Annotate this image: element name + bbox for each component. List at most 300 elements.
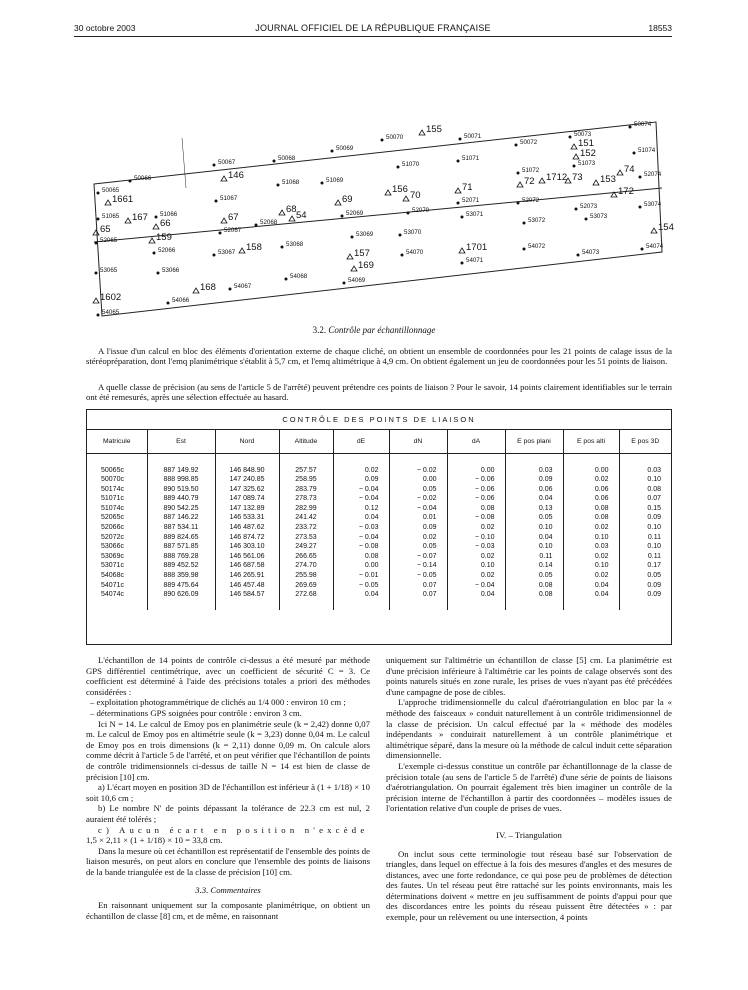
table-cell: 53066c (87, 542, 147, 552)
tie-point-dot-icon (351, 236, 354, 239)
table-row (87, 542, 671, 552)
table-cell: 273.53 (279, 533, 333, 543)
point-label: 52071 (462, 197, 480, 204)
right-paragraph-3: L'exemple ci-dessus constitue un contrôle par échantillonnage de la classe de précision totale (au sens de l'article 5 de l'arrêté) d'une série de points de liaisons d'aérotriangulation. On pourrait également très bien imaginer un contrôle de la précision interne de l'échantillon à partir des coordonnées – modèles issues de l'orientation relative d'un couple de prises de vues. (386, 760, 672, 814)
diagram-frame (94, 122, 662, 316)
control-point-triangle-icon (617, 170, 623, 175)
point-label: 53068 (286, 241, 304, 248)
table-cell: 0.08 (563, 513, 619, 523)
section-heading-triangulation: IV. – Triangulation (496, 829, 562, 840)
table-cell: 0.07 (389, 590, 447, 610)
tie-point-dot-icon (401, 254, 404, 257)
point-label: 1661 (112, 194, 134, 205)
condition-c-formula: 1,5 × 2,11 × (1 + 1/18) × 10 = 33,8 cm. (86, 835, 223, 846)
tie-point-dot-icon (167, 302, 170, 305)
point-label: 154 (658, 222, 674, 233)
table-cell: − 0.03 (333, 523, 389, 533)
point-label: 50068 (278, 155, 296, 162)
table-cell: 890 626.09 (147, 590, 215, 610)
table-cell: 0.00 (563, 453, 619, 475)
control-point-triangle-icon (153, 224, 159, 229)
table-cell: 0.07 (389, 581, 447, 591)
table-cell: 146 265.91 (215, 571, 279, 581)
table-cell: 0.00 (333, 561, 389, 571)
table-cell: 0.02 (563, 523, 619, 533)
table-cell: 0.10 (505, 542, 563, 552)
table-cell: 887 146.22 (147, 513, 215, 523)
table-cell: 50065c (87, 453, 147, 475)
table-cell: 146 874.72 (215, 533, 279, 543)
table-title: CONTRÔLE DES POINTS DE LIAISON (87, 410, 671, 430)
point-label: 153 (600, 174, 616, 185)
tie-point-dot-icon (399, 234, 402, 237)
table-cell: 54071c (87, 581, 147, 591)
column-header: E pos plani (505, 430, 563, 453)
point-label: 52065 (100, 237, 118, 244)
diagram-points (93, 121, 674, 317)
tie-point-dot-icon (157, 272, 160, 275)
header-rule (74, 36, 672, 37)
tie-point-dot-icon (457, 202, 460, 205)
table-cell: 0.02 (447, 571, 505, 581)
table-cell: 282.99 (279, 504, 333, 514)
table-cell: 147 325.62 (215, 485, 279, 495)
tie-point-dot-icon (153, 252, 156, 255)
point-label: 156 (392, 184, 408, 195)
table-cell: 0.04 (333, 590, 389, 610)
point-label: 51071 (462, 155, 480, 162)
point-label: 1602 (100, 292, 122, 303)
tie-point-dot-icon (229, 288, 232, 291)
table-cell: 0.06 (563, 494, 619, 504)
point-label: 51073 (578, 160, 596, 167)
table-cell: − 0.10 (447, 533, 505, 543)
table-cell: 146 533.31 (215, 513, 279, 523)
table-cell: 258.95 (279, 475, 333, 485)
point-label: 71 (462, 182, 473, 193)
point-label: 54068 (290, 273, 308, 280)
table-cell: − 0.05 (389, 571, 447, 581)
left-paragraph-4: En raisonnant uniquement sur la composante planimétrique, on obtient un échantillon de classe [8] cm, et de même, en raisonnant (86, 900, 370, 921)
tie-point-dot-icon (633, 152, 636, 155)
left-paragraph-1: L'échantillon de 14 points de contrôle ci-dessus a été mesuré par méthode GPS différentiel centimétrique, avec un coefficient de sécurité C = 3. Ce coefficient est déterminé à l'aide des précisions totales a priori des méthodes considérées : (86, 655, 370, 697)
point-label: 167 (132, 212, 148, 223)
table-cell: 147 132.89 (215, 504, 279, 514)
table-cell: 52065c (87, 513, 147, 523)
table-cell: 0.02 (389, 533, 447, 543)
point-label: 50065 (102, 187, 120, 194)
control-point-triangle-icon (93, 230, 99, 235)
table-row (87, 513, 671, 523)
table-cell: 53071c (87, 561, 147, 571)
point-label: 50072 (520, 139, 538, 146)
table-row (87, 571, 671, 581)
header-date: 30 octobre 2003 (74, 23, 136, 33)
table-cell: 0.06 (563, 485, 619, 495)
right-column (386, 655, 672, 923)
table-cell: 0.11 (647, 533, 661, 541)
point-label: 54 (296, 210, 307, 221)
tie-point-dot-icon (277, 184, 280, 187)
point-label: 51070 (402, 161, 420, 168)
table-cell: 233.72 (279, 523, 333, 533)
point-label: 53070 (404, 229, 422, 236)
tie-point-dot-icon (95, 242, 98, 245)
point-label: 52067 (224, 227, 242, 234)
control-point-triangle-icon (459, 248, 465, 253)
tie-point-dot-icon (95, 272, 98, 275)
column-header: Matricule (87, 430, 147, 453)
table-cell: 0.03 (647, 466, 661, 474)
table-cell: 146 457.48 (215, 581, 279, 591)
right-paragraph-2: L'approche tridimensionnelle du calcul d'aérotriangulation en bloc par la « méthode des faisceaux » conduit naturellement à un contrôle tridimensionnel de la classe de précision. Un calcul effectué par la « méthode des modèles indépendants » conduirait naturellement à un contrôle planimétrique et altimétrique séparé, dans la mesure où la méthode de calcul induit cette séparation dimensionnelle. (386, 697, 672, 761)
table-cell: 0.08 (563, 504, 619, 514)
point-label: 1712 (546, 172, 568, 183)
point-label: 54072 (528, 243, 546, 250)
control-point-triangle-icon (539, 178, 545, 183)
tie-point-dot-icon (515, 144, 518, 147)
table-cell: − 0.04 (447, 581, 505, 591)
control-point-triangle-icon (93, 298, 99, 303)
table-cell: − 0.02 (389, 453, 447, 475)
table-cell: 0.02 (333, 453, 389, 475)
table-cell: 889 440.79 (147, 494, 215, 504)
table-cell: 0.10 (647, 476, 661, 484)
table-cell: − 0.08 (333, 542, 389, 552)
table-cell: − 0.07 (389, 552, 447, 562)
tie-point-dot-icon (273, 160, 276, 163)
point-label: 52066 (158, 247, 176, 254)
point-label: 53069 (356, 231, 374, 238)
control-point-triangle-icon (573, 154, 579, 159)
control-point-triangle-icon (279, 210, 285, 215)
table-cell: − 0.04 (333, 533, 389, 543)
table-cell: 146 687.58 (215, 561, 279, 571)
tie-point-dot-icon (255, 224, 258, 227)
point-label: 53066 (162, 267, 180, 274)
table-cell: 0.10 (447, 561, 505, 571)
tie-point-dot-icon (639, 176, 642, 179)
header-page-number: 18553 (648, 23, 672, 33)
tie-point-dot-icon (573, 165, 576, 168)
table-cell: − 0.01 (333, 571, 389, 581)
point-label: 50066 (134, 175, 152, 182)
table-cell: − 0.02 (389, 494, 447, 504)
point-label: 172 (618, 186, 634, 197)
point-label: 52069 (346, 210, 364, 217)
point-label: 50070 (386, 134, 404, 141)
point-label: 67 (228, 212, 239, 223)
point-label: 152 (580, 148, 596, 159)
caption-number: 3.2. (312, 325, 327, 335)
control-point-triangle-icon (419, 130, 425, 135)
point-label: 50067 (218, 159, 236, 166)
point-label: 50071 (464, 133, 482, 140)
point-label: 73 (572, 172, 583, 183)
column-header: dA (447, 430, 505, 453)
table-row (87, 485, 671, 495)
tie-point-dot-icon (129, 180, 132, 183)
point-label: 54074 (646, 243, 664, 250)
point-label: 54065 (102, 309, 120, 316)
control-point-triangle-icon (571, 144, 577, 149)
table-cell: 0.09 (505, 475, 563, 485)
table-cell: 890 542.25 (147, 504, 215, 514)
point-label: 52072 (522, 197, 540, 204)
right-paragraph-4: On inclut sous cette terminologie tout réseau basé sur l'observation de triangles, dans lequel on effectue à la fois des mesures d'angles et des mesures de distances, avec une forte redondance, ce qui pose peu de problèmes de détection des fautes. Un tel réseau peut être rattaché sur les points environnants, mais les déterminations doivent « mettre en jeu suffisamment de points d'appui pour que des discordances entre les points du réseau puissent être détectées » : par exemple, pour un relèvement ou une intersection, 4 points (386, 848, 672, 923)
control-point-triangle-icon (651, 228, 657, 233)
table-cell: 278.73 (279, 494, 333, 504)
point-label: 69 (342, 194, 353, 205)
point-label: 54067 (234, 283, 252, 290)
table-cell: 52066c (87, 523, 147, 533)
control-point-triangle-icon (105, 200, 111, 205)
table-cell: − 0.06 (447, 494, 505, 504)
table-cell: 887 571.85 (147, 542, 215, 552)
tie-point-dot-icon (397, 166, 400, 169)
point-label: 53074 (644, 201, 662, 208)
table-cell: 0.13 (505, 504, 563, 514)
intro-paragraph-2: A quelle classe de précision (au sens de l'article 5 de l'arrêté) peuvent prétendre ces points de liaison ? Pour le savoir, 14 points clairement identifiables sur le terrain ont été remesurés, après une sélection effectuée au hasard. (86, 382, 672, 403)
caption-title: Contrôle par échantillonnage (328, 325, 436, 335)
point-label: 54073 (582, 249, 600, 256)
condition-b: b) Le nombre N' de points dépassant la tolérance de 22.3 cm est nul, 2 auraient été tolérés ; (86, 803, 370, 824)
table-cell: 0.02 (447, 552, 505, 562)
tie-point-dot-icon (407, 212, 410, 215)
table-cell: 888 998.85 (147, 475, 215, 485)
table-cell: 0.11 (647, 552, 661, 560)
table-row (87, 533, 671, 543)
point-label: 68 (286, 204, 297, 215)
table-cell: − 0.04 (389, 504, 447, 514)
table-cell: 0.04 (447, 590, 505, 610)
point-label: 50073 (574, 131, 592, 138)
point-label: 155 (426, 124, 442, 135)
table-cell: 0.09 (333, 475, 389, 485)
control-point-triangle-icon (385, 190, 391, 195)
table-row (87, 581, 671, 591)
table-cell: 0.04 (333, 513, 389, 523)
table-row (87, 523, 671, 533)
control-point-triangle-icon (403, 196, 409, 201)
point-label: 54066 (172, 297, 190, 304)
table-cell: − 0.04 (333, 485, 389, 495)
point-label: 51068 (282, 179, 300, 186)
table-cell: 0.04 (505, 533, 563, 543)
point-label: 74 (624, 164, 635, 175)
table-cell: 50070c (87, 475, 147, 485)
table-body (87, 453, 671, 610)
point-label: 51067 (220, 195, 238, 202)
point-label: 51065 (102, 213, 120, 220)
table-cell: 146 303.10 (215, 542, 279, 552)
table-cell: 0.12 (333, 504, 389, 514)
table-cell: 0.08 (333, 552, 389, 562)
table-cell: 269.69 (279, 581, 333, 591)
table-cell: 0.14 (505, 561, 563, 571)
table-cell: 0.02 (563, 552, 619, 562)
tie-point-dot-icon (461, 262, 464, 265)
tie-point-dot-icon (517, 172, 520, 175)
table-cell: 888 769.28 (147, 552, 215, 562)
tie-point-dot-icon (523, 248, 526, 251)
column-header: Est (147, 430, 215, 453)
control-table (86, 409, 672, 645)
control-point-triangle-icon (455, 188, 461, 193)
table-cell: 0.08 (505, 590, 563, 610)
list-item: – déterminations GPS soignées pour contrôle : environ 3 cm. (90, 707, 302, 718)
tie-point-dot-icon (343, 282, 346, 285)
table-cell: − 0.05 (333, 581, 389, 591)
column-header: E pos 3D (619, 430, 671, 453)
table-cell: 0.01 (389, 513, 447, 523)
table-row (87, 552, 671, 562)
table-cell: 0.05 (505, 571, 563, 581)
table-cell: 50174c (87, 485, 147, 495)
tie-point-dot-icon (155, 216, 158, 219)
tie-point-dot-icon (381, 139, 384, 142)
table-cell: 0.04 (505, 494, 563, 504)
point-label: 52073 (580, 203, 598, 210)
table-cell: 0.11 (505, 552, 563, 562)
table-cell: − 0.06 (447, 475, 505, 485)
point-label: 51072 (522, 167, 540, 174)
table-cell: 0.07 (647, 495, 661, 503)
tie-point-dot-icon (281, 246, 284, 249)
table-cell: 0.04 (563, 581, 619, 591)
table-cell: 146 487.62 (215, 523, 279, 533)
table-cell: 241.42 (279, 513, 333, 523)
table-cell: 0.08 (505, 581, 563, 591)
condition-a: a) L'écart moyen en position 3D de l'échantillon est inférieur à (1 + 1/18) × 10 soit 10,6 cm ; (86, 782, 370, 803)
column-header: dN (389, 430, 447, 453)
column-header: Nord (215, 430, 279, 453)
condition-c: c) Aucun écart en position n'excède (98, 824, 369, 835)
table-cell: 147 240.85 (215, 475, 279, 485)
left-paragraph-2: Ici N = 14. Le calcul de Emoy pos en planimétrie seule (k = 2,42) donne 0,07 m. Le calcul de Emoy pos en altimétrie seule (k = 3,23) donne 0,04 m. Le calcul de Emoy pos en trois dimensions (k = 2,11) donne 0,09 m. On calcule alors comme décrit à l'article 5 de l'arrêté, et on peut vérifier que l'échantillon de points de contrôle tridimensionnels ci-dessus de taille N = 14 est bien de classe de précision [10] cm. (86, 718, 370, 782)
table-cell: 0.06 (505, 485, 563, 495)
tie-point-dot-icon (575, 208, 578, 211)
tie-point-dot-icon (341, 215, 344, 218)
point-label: 159 (156, 232, 172, 243)
tie-point-dot-icon (629, 126, 632, 129)
table-cell: 0.05 (647, 572, 661, 580)
table-cell: 890 519.50 (147, 485, 215, 495)
control-point-triangle-icon (347, 254, 353, 259)
table-cell: 0.03 (505, 453, 563, 475)
tie-point-dot-icon (585, 218, 588, 221)
table-cell: − 0.06 (447, 485, 505, 495)
table-row (87, 590, 671, 610)
table-cell: 51074c (87, 504, 147, 514)
point-label: 50074 (634, 121, 652, 128)
control-point-triangle-icon (149, 238, 155, 243)
tie-point-dot-icon (213, 164, 216, 167)
page-header (74, 20, 672, 36)
table-cell: 0.00 (447, 453, 505, 475)
header-journal-title: JOURNAL OFFICIEL DE LA RÉPUBLIQUE FRANÇAISE (255, 23, 491, 33)
point-label: 157 (354, 248, 370, 259)
table-cell: − 0.04 (333, 494, 389, 504)
table-cell: 0.09 (647, 581, 661, 589)
tie-point-dot-icon (523, 222, 526, 225)
point-label: 168 (200, 282, 216, 293)
control-point-triangle-icon (125, 218, 131, 223)
point-label: 146 (228, 170, 244, 181)
point-label: 70 (410, 190, 421, 201)
list-item: – exploitation photogrammétrique de clichés au 1/4 000 : environ 10 cm ; (90, 697, 346, 708)
tie-point-dot-icon (321, 182, 324, 185)
table-cell: 0.10 (647, 543, 661, 551)
control-point-triangle-icon (221, 176, 227, 181)
point-label: 54069 (348, 277, 366, 284)
point-label: 52070 (412, 207, 430, 214)
table-cell: 0.10 (505, 523, 563, 533)
section-caption (0, 325, 748, 335)
table-cell: 0.10 (563, 533, 619, 543)
point-label: 50069 (336, 145, 354, 152)
table-cell: 266.65 (279, 552, 333, 562)
table-cell: 53069c (87, 552, 147, 562)
table-cell: 249.27 (279, 542, 333, 552)
tie-point-dot-icon (213, 254, 216, 257)
table-cell: 255.98 (279, 571, 333, 581)
table-cell: 146 584.57 (215, 590, 279, 610)
point-label: 54071 (466, 257, 484, 264)
table-cell: 0.03 (563, 542, 619, 552)
table-cell: − 0.14 (389, 561, 447, 571)
tie-point-dot-icon (219, 232, 222, 235)
table-cell: 0.00 (389, 475, 447, 485)
table-cell: 0.05 (389, 542, 447, 552)
table-cell: 0.10 (647, 524, 661, 532)
control-point-triangle-icon (335, 200, 341, 205)
point-label: 54070 (406, 249, 424, 256)
tie-point-dot-icon (641, 248, 644, 251)
column-header: E pos alti (563, 430, 619, 453)
tie-point-dot-icon (639, 206, 642, 209)
table-cell: − 0.08 (447, 513, 505, 523)
table-cell: 54074c (87, 590, 147, 610)
point-label: 72 (524, 176, 535, 187)
table-cell: 0.08 (447, 504, 505, 514)
tie-point-dot-icon (97, 218, 100, 221)
table-cell: 54068c (87, 571, 147, 581)
control-point-triangle-icon (517, 182, 523, 187)
tie-point-dot-icon (457, 160, 460, 163)
table-cell: 0.05 (505, 513, 563, 523)
control-point-triangle-icon (193, 288, 199, 293)
point-label: 53065 (100, 267, 118, 274)
left-column (86, 655, 370, 921)
point-label: 52074 (644, 171, 662, 178)
column-header: dE (333, 430, 389, 453)
control-points-table (87, 430, 671, 610)
tie-point-dot-icon (97, 192, 100, 195)
table-cell: 0.15 (647, 504, 661, 512)
tie-point-dot-icon (97, 314, 100, 317)
table-cell: 889 475.64 (147, 581, 215, 591)
table-row (87, 494, 671, 504)
table-cell: 0.09 (647, 591, 661, 599)
aerotriangulation-block-diagram (86, 118, 672, 318)
table-cell: 272.68 (279, 590, 333, 610)
right-paragraph-1: uniquement sur l'altimétrie un échantillon de classe [5] cm. La planimétrie est d'une précision inférieure à l'altimétrie car les points de calage observés sont des points naturels situés en zone rurale, les prises de vues n'ayant pas été précédées d'une campagne de pose de cibles. (386, 655, 672, 697)
table-cell: 0.09 (389, 523, 447, 533)
point-label: 53071 (466, 211, 484, 218)
tie-point-dot-icon (215, 200, 218, 203)
left-paragraph-3: Dans la mesure où cet échantillon est représentatif de l'ensemble des points de liaison mesurés, on peut alors en conclure que l'ensemble des points de liaisons de la bande triangulée est de la classe de précision [10] cm. (86, 845, 370, 877)
